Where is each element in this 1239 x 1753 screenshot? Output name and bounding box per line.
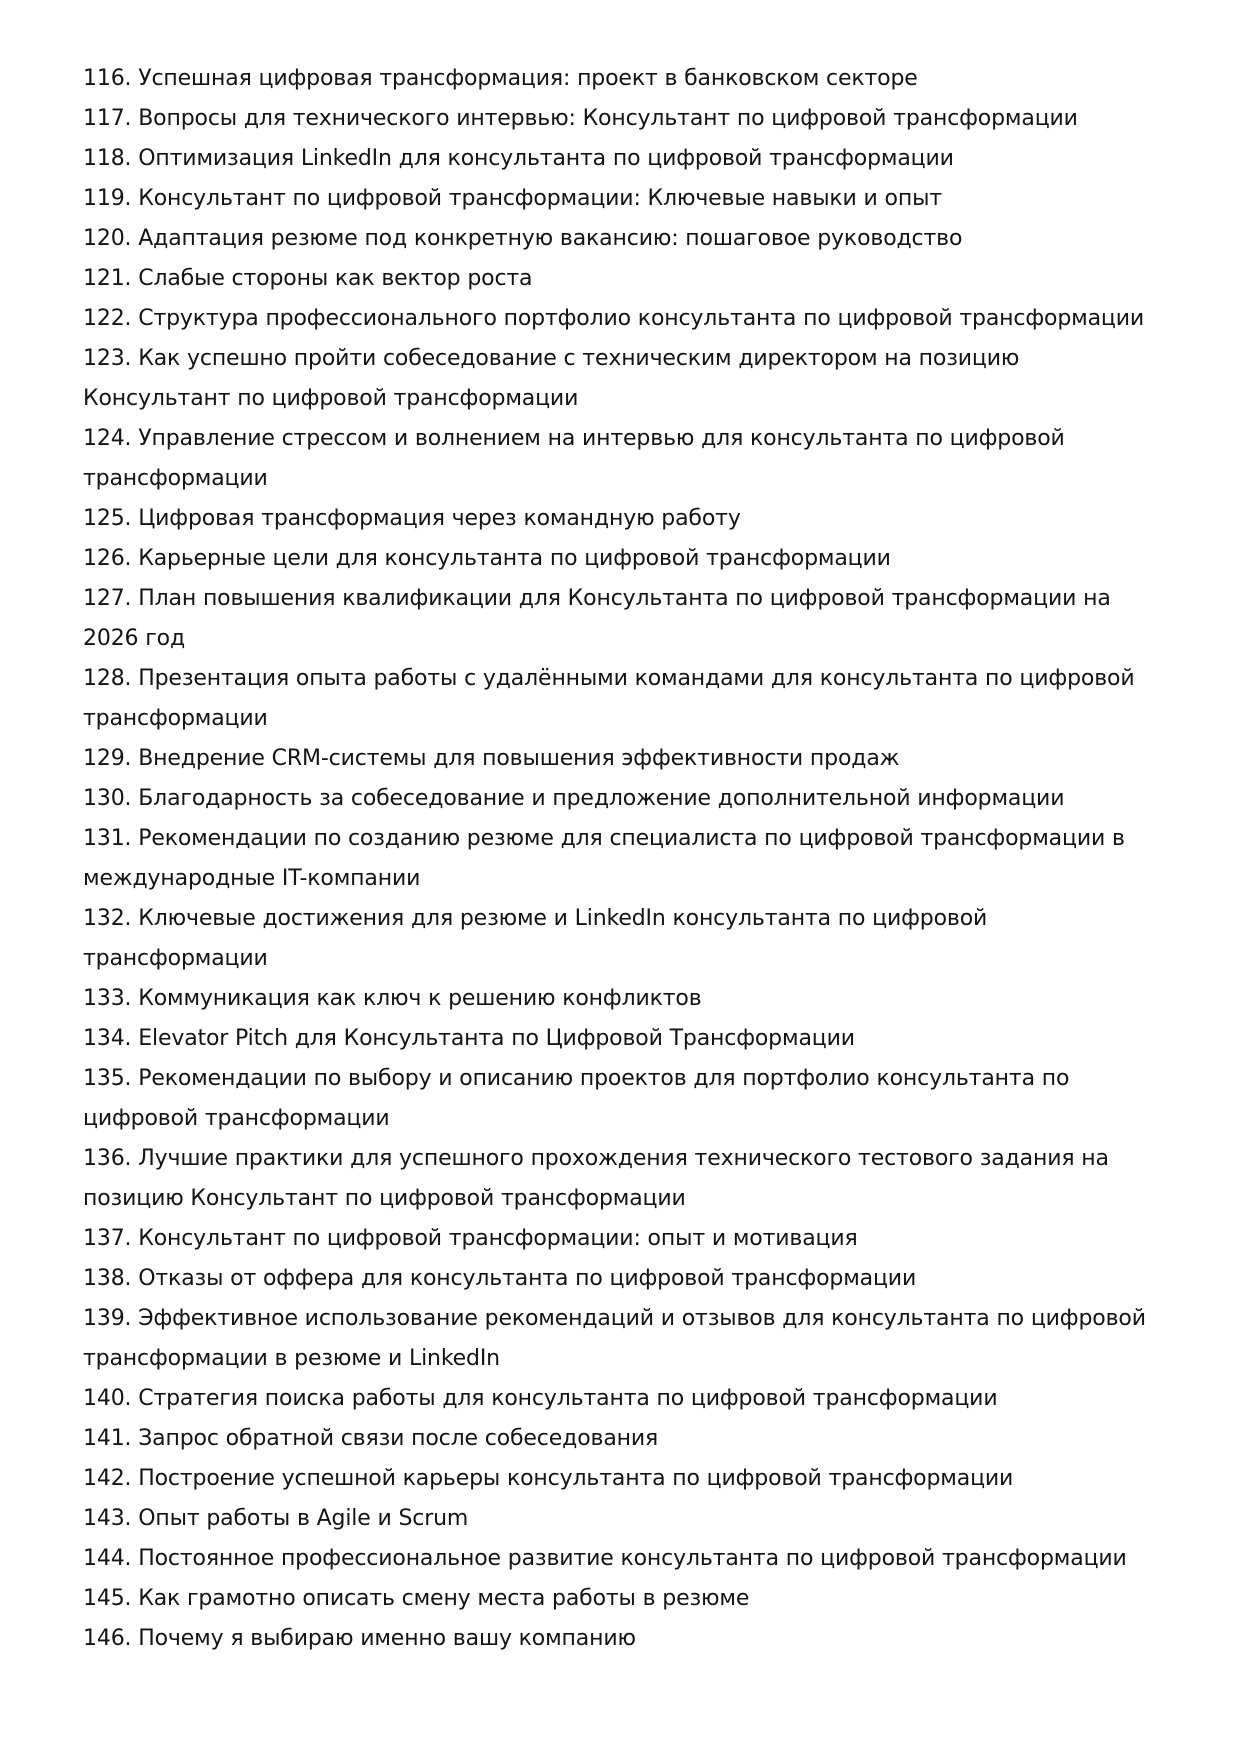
list-item: [83, 1379, 1163, 1419]
list-item: [83, 659, 1163, 739]
list-item-text: 144. Постоянное профессиональное развитие консультанта по цифровой трансформации: [83, 1546, 1127, 1571]
list-item-text: 133. Коммуникация как ключ к решению конфликтов: [83, 986, 702, 1011]
list-item-text: 125. Цифровая трансформация через командную работу: [83, 506, 741, 531]
list-item: [83, 1539, 1163, 1579]
list-item-text: 126. Карьерные цели для консультанта по цифровой трансформации: [83, 546, 891, 571]
list-item: [83, 819, 1163, 899]
list-item-text: 123. Как успешно пройти собеседование с техническим директором на позицию Консультант по цифровой трансформации: [83, 346, 1020, 411]
list-item: [83, 59, 1163, 99]
list-item: [83, 1579, 1163, 1619]
list-item: [83, 899, 1163, 979]
list-item-text: 121. Слабые стороны как вектор роста: [83, 266, 533, 291]
list-item-text: 132. Ключевые достижения для резюме и LinkedIn консультанта по цифровой трансформации: [83, 906, 988, 971]
list-item-text: 131. Рекомендации по созданию резюме для специалиста по цифровой трансформации в международные IT-компании: [83, 826, 1125, 891]
list-item-text: 118. Оптимизация LinkedIn для консультанта по цифровой трансформации: [83, 146, 954, 171]
list-item-text: 138. Отказы от оффера для консультанта по цифровой трансформации: [83, 1266, 917, 1291]
list-item-text: 134. Elevator Pitch для Консультанта по Цифровой Трансформации: [83, 1026, 855, 1051]
list-item-text: 117. Вопросы для технического интервью: Консультант по цифровой трансформации: [83, 106, 1078, 131]
list-item-text: 122. Структура профессионального портфолио консультанта по цифровой трансформации: [83, 306, 1145, 331]
list-item: [83, 579, 1163, 659]
list-item: [83, 139, 1163, 179]
list-item-text: 143. Опыт работы в Agile и Scrum: [83, 1506, 469, 1531]
list-item-text: 136. Лучшие практики для успешного прохождения технического тестового задания на позицию Консультант по цифровой трансформации: [83, 1146, 1109, 1211]
list-item-text: 139. Эффективное использование рекомендаций и отзывов для консультанта по цифровой трансформации в резюме и LinkedIn: [83, 1306, 1146, 1371]
list-item: [83, 1299, 1163, 1379]
list-item: [83, 1459, 1163, 1499]
list-item: [83, 1499, 1163, 1539]
list-item: [83, 1259, 1163, 1299]
list-item-text: 130. Благодарность за собеседование и предложение дополнительной информации: [83, 786, 1065, 811]
list-item-text: 128. Презентация опыта работы с удалёнными командами для консультанта по цифровой трансформации: [83, 666, 1135, 731]
list-item: [83, 1019, 1163, 1059]
list-item: [83, 299, 1163, 339]
list-item-text: 141. Запрос обратной связи после собеседования: [83, 1426, 659, 1451]
list-item: [83, 339, 1163, 419]
list-item: [83, 419, 1163, 499]
list-item: [83, 1219, 1163, 1259]
list-item-text: 140. Стратегия поиска работы для консультанта по цифровой трансформации: [83, 1386, 998, 1411]
list-item: [83, 1419, 1163, 1459]
list-item-text: 124. Управление стрессом и волнением на интервью для консультанта по цифровой трансформации: [83, 426, 1065, 491]
list-item: [83, 259, 1163, 299]
list-item: [83, 499, 1163, 539]
list-item-text: 116. Успешная цифровая трансформация: проект в банковском секторе: [83, 66, 918, 91]
list-item: [83, 539, 1163, 579]
list-item: [83, 219, 1163, 259]
list-item-text: 119. Консультант по цифровой трансформации: Ключевые навыки и опыт: [83, 186, 942, 211]
list-item: [83, 99, 1163, 139]
list-item: [83, 979, 1163, 1019]
list-item: [83, 779, 1163, 819]
list-item-text: 129. Внедрение CRM-системы для повышения эффективности продаж: [83, 746, 900, 771]
list-item: [83, 1059, 1163, 1139]
list-item-text: 137. Консультант по цифровой трансформации: опыт и мотивация: [83, 1226, 858, 1251]
list-item-text: 142. Построение успешной карьеры консультанта по цифровой трансформации: [83, 1466, 1014, 1491]
toc-list: [83, 59, 1163, 1659]
list-item: [83, 179, 1163, 219]
list-item-text: 127. План повышения квалификации для Консультанта по цифровой трансформации на 2026 год: [83, 586, 1111, 651]
list-item-text: 120. Адаптация резюме под конкретную вакансию: пошаговое руководство: [83, 226, 963, 251]
list-item-text: 135. Рекомендации по выбору и описанию проектов для портфолио консультанта по цифровой трансформации: [83, 1066, 1070, 1131]
list-item: [83, 1619, 1163, 1659]
list-item: [83, 739, 1163, 779]
list-item: [83, 1139, 1163, 1219]
list-item-text: 145. Как грамотно описать смену места работы в резюме: [83, 1586, 750, 1611]
list-item-text: 146. Почему я выбираю именно вашу компанию: [83, 1626, 636, 1651]
